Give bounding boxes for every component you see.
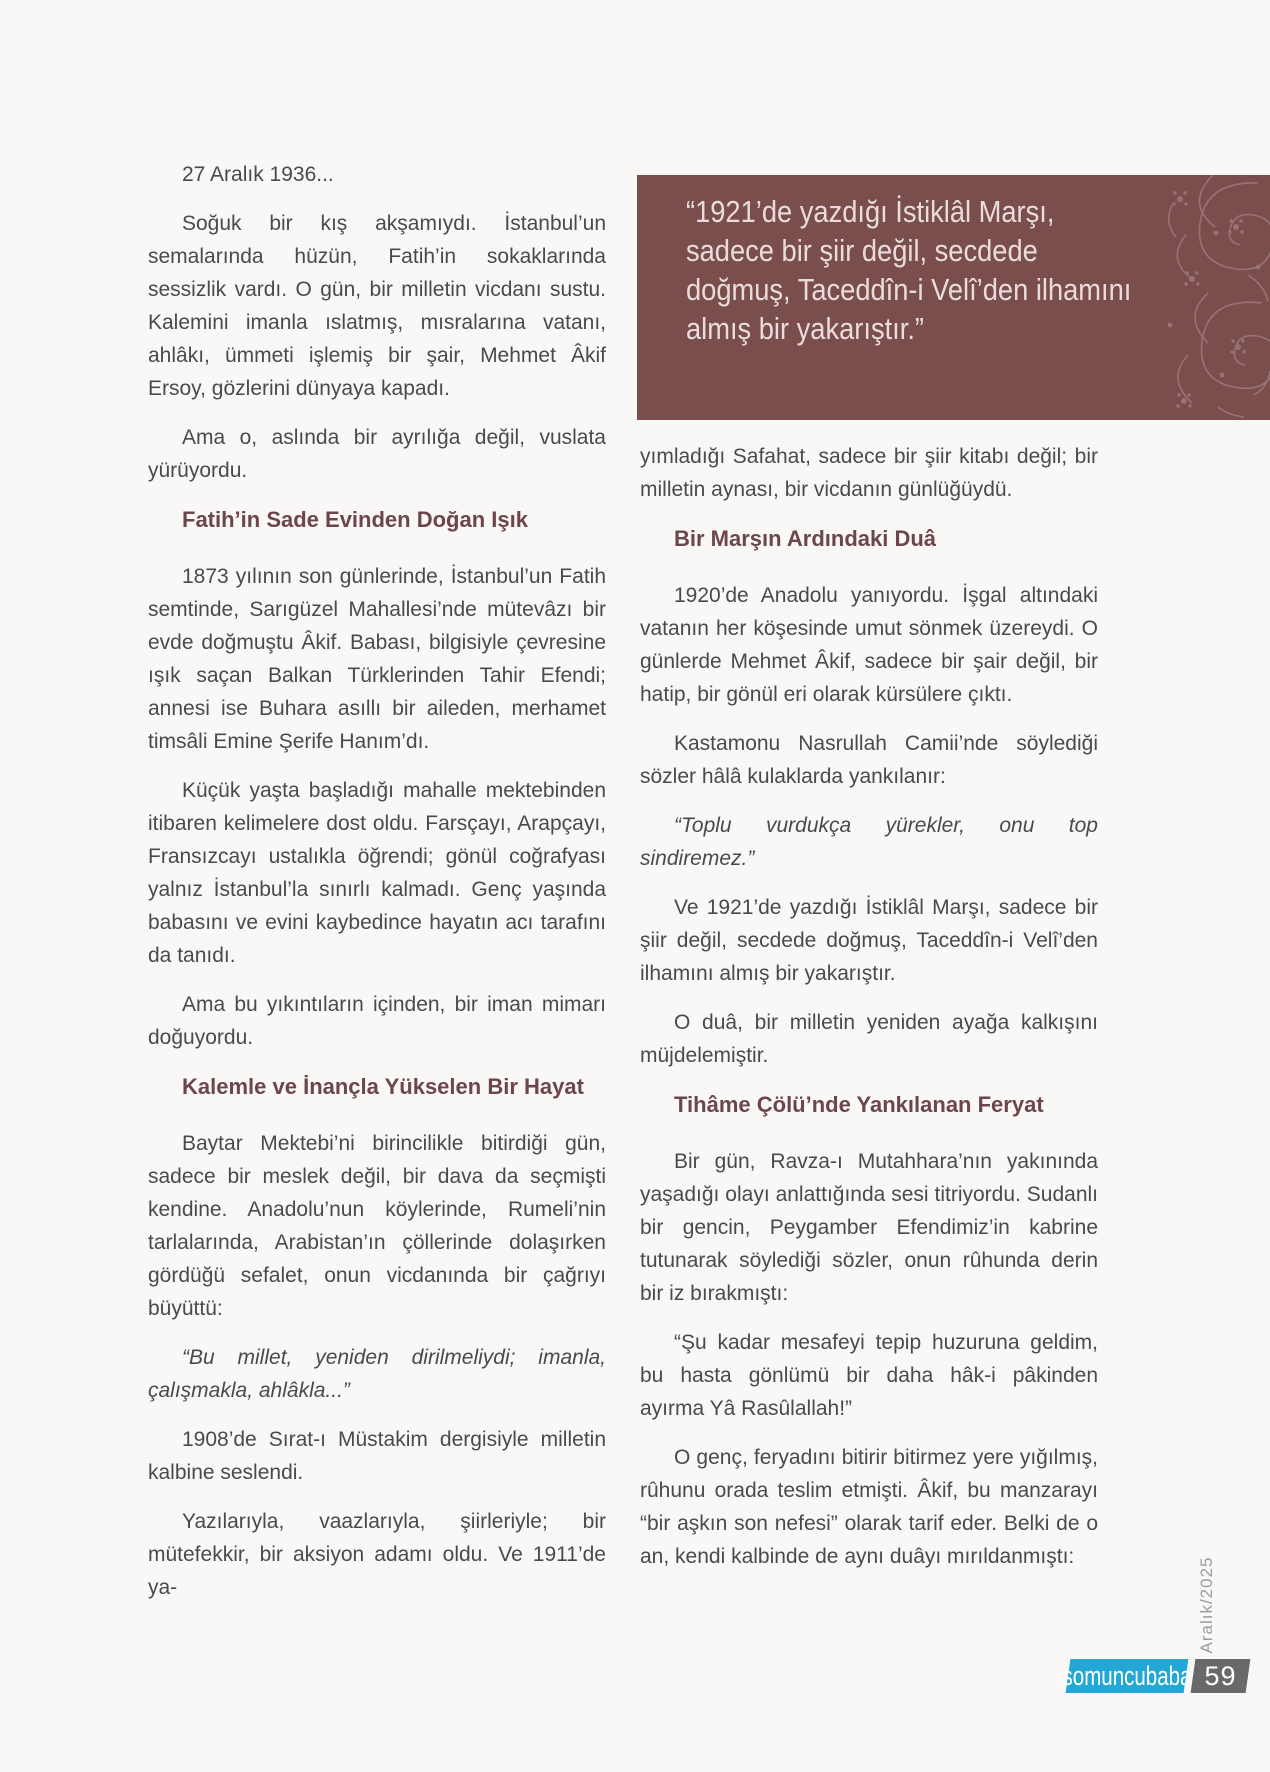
article-paragraph: Ve 1921’de yazdığı İstiklâl Marşı, sadece bir şiir değil, secdede doğmuş, Taceddîn-i Velî’den ilhamını almış bir yakarıştır. [640,896,1098,985]
article-paragraph: O genç, feryadını bitirir bitirmez yere yığılmış, rûhunu orada teslim etmişti. Âkif, bu manzarayı “bir aşkın son nefesi” olarak tarif eder. Belki de o an, kendi kalbinde de aynı duâyı mırıldanmıştı: [640,1446,1098,1568]
article-paragraph: “Toplu vurdukça yürekler, onu top sindiremez.” [640,814,1098,870]
section-heading: Tihâme Çölü’nde Yankılanan Feryat [674,1092,1044,1117]
article-paragraph: 1920’de Anadolu yanıyordu. İşgal altındaki vatanın her köşesinde umut sönmek üzereydi. O günlerde Mehmet Âkif, sadece bir şair değil, bir hatip, bir gönül eri olarak kürsülere çıktı. [640,584,1098,706]
article-paragraph: Küçük yaşta başladığı mahalle mektebinden itibaren kelimelere dost oldu. Farsçayı, Arapçayı, Fransızcayı ustalıkla öğrendi; gönül coğrafyası yalnız İstanbul’la sınırlı kalmadı. Genç yaşında babasını ve evini kaybedince hayatın acı tarafını da tanıdı. [148,779,606,967]
article-paragraph: Soğuk bir kış akşamıydı. İstanbul’un semalarında hüzün, Fatih’in sokaklarında sessizlik vardı. O gün, bir milletin vicdanı sustu. Kalemini imanla ıslatmış, mısralarına vatanı, ahlâkı, ümmeti işlemiş bir şair, Mehmet Âkif Ersoy, gözlerini dünyaya kapadı. [148,212,606,400]
article-paragraph: Yazılarıyla, vaazlarıyla, şiirleriyle; bir mütefekkir, bir aksiyon adamı oldu. Ve 1911’de ya- [148,1510,606,1599]
article-paragraph: O duâ, bir milletin yeniden ayağa kalkışını müjdelemiştir. [640,1011,1098,1067]
issue-date-vertical: Aralık/2025 [1197,1556,1216,1654]
brand-logo: somuncubaba [1062,1660,1192,1691]
page-number: 59 [1204,1660,1237,1691]
section-heading: Bir Marşın Ardındaki Duâ [674,526,937,551]
article-paragraph: Ama bu yıkıntıların içinden, bir iman mimarı doğuyordu. [148,993,606,1049]
page-number-badge [1193,1659,1248,1693]
brand-badge [1062,1659,1192,1693]
article-paragraph: Kastamonu Nasrullah Camii’nde söylediği sözler hâlâ kulaklarda yankılanır: [640,732,1098,788]
floral-pattern-decoration [1158,175,1270,420]
article-column-right [640,440,1098,1589]
section-heading: Fatih’in Sade Evinden Doğan Işık [182,507,528,532]
pull-quote-box [637,175,1270,420]
pull-quote-text: “1921’de yazdığı İstiklâl Marşı, sadece bir şiir değil, secdede doğmuş, Taceddîn-i Velî’den ilhamını almış bir yakarıştır.” [686,194,1132,346]
article-paragraph: 1873 yılının son günlerinde, İstanbul’un Fatih semtinde, Sarıgüzel Mahallesi’nde mütevâzı bir evde doğmuştu Âkif. Babası, bilgisiyle çevresine ışık saçan Balkan Türklerinden Tahir Efendi; annesi ise Buhara asıllı bir aileden, merhamet timsâli Emine Şerife Hanım’dı. [148,565,606,753]
article-paragraph: Bir gün, Ravza-ı Mutahhara’nın yakınında yaşadığı olayı anlattığında sesi titriyordu. Sudanlı bir gencin, Peygamber Efendimiz’in kabrine tutunarak söylediği sözler, onun rûhunda derin bir iz bırakmıştı: [640,1150,1098,1305]
article-paragraph: 27 Aralık 1936... [182,163,334,186]
article-column-left [148,158,606,1620]
article-paragraph: “Bu millet, yeniden dirilmeliydi; imanla, çalışmakla, ahlâkla...” [148,1346,606,1402]
article-paragraph: Ama o, aslında bir ayrılığa değil, vuslata yürüyordu. [148,426,606,482]
article-paragraph: 1908’de Sırat-ı Müstakim dergisiyle milletin kalbine seslendi. [148,1428,606,1484]
article-paragraph: “Şu kadar mesafeyi tepip huzuruna geldim, bu hasta gönlümü bir daha hâk-i pâkinden ayırma Yâ Rasûlallah!” [640,1331,1098,1420]
article-paragraph: yımladığı Safahat, sadece bir şiir kitabı değil; bir milletin aynası, bir vicdanın günlüğüydü. [640,445,1098,501]
article-paragraph: Baytar Mektebi’ni birincilikle bitirdiği gün, sadece bir meslek değil, bir dava da seçmişti kendine. Anadolu’nun köylerinde, Rumeli’nin tarlalarında, Arabistan’ın çöllerinde dolaşırken gördüğü sefalet, onun vicdanında bir çağrıyı büyüttü: [148,1132,606,1320]
section-heading: Kalemle ve İnançla Yükselen Bir Hayat [182,1074,584,1099]
